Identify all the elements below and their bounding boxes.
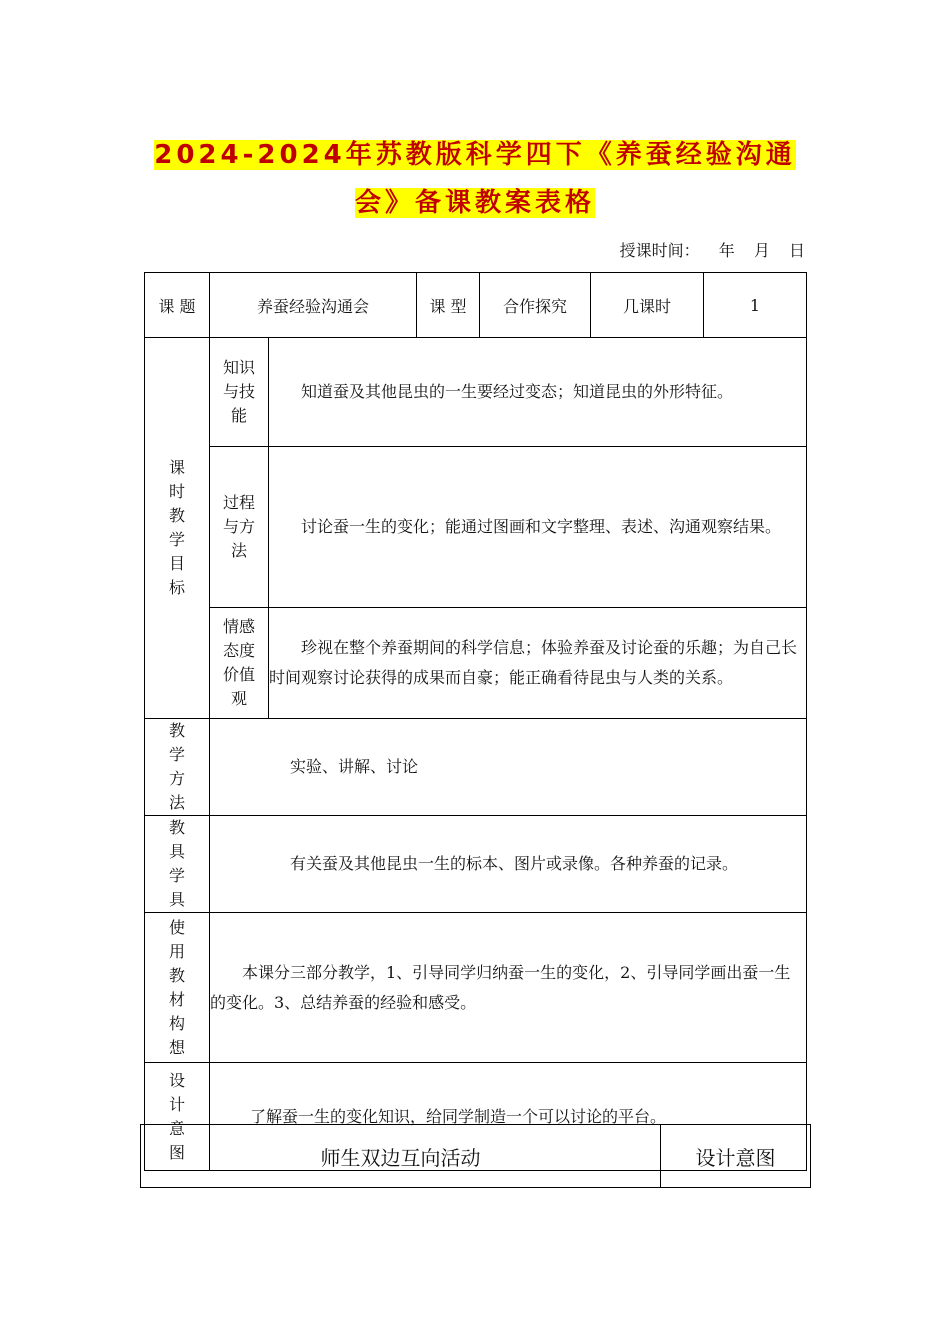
intent-text: 了解蚕一生的变化知识，给同学制造一个可以讨论的平台。 — [210, 1063, 807, 1171]
lesson-plan-table — [144, 272, 807, 1171]
table-row — [145, 338, 807, 447]
tools-label: 教具学具 — [145, 816, 210, 913]
method-label: 教学方法 — [145, 719, 210, 816]
lesson-time-label: 授课时间： — [619, 241, 700, 260]
lesson-time-year: 年 — [718, 241, 735, 260]
topic-label: 课 题 — [145, 273, 210, 338]
method-text: 实验、讲解、讨论 — [210, 719, 807, 816]
table-row — [145, 447, 807, 608]
periods-value: 1 — [704, 273, 807, 338]
table-row — [145, 608, 807, 719]
table-row — [141, 1125, 811, 1188]
lesson-time-day: 日 — [788, 241, 805, 260]
type-label: 课 型 — [417, 273, 480, 338]
intent-label: 设计意图 — [145, 1063, 210, 1171]
activity-intent-header: 设计意图 — [661, 1125, 811, 1188]
structure-text: 本课分三部分教学，1、引导同学归纳蚕一生的变化，2、引导同学画出蚕一生的变化。3、总结养蚕的经验和感受。 — [210, 913, 807, 1063]
table-row — [145, 816, 807, 913]
topic-value: 养蚕经验沟通会 — [210, 273, 417, 338]
document-title-line-2: 会》备课教案表格 — [354, 188, 595, 218]
document-title-line-1: 2024-2024年苏教版科学四下《养蚕经验沟通 — [154, 140, 796, 170]
objective-label: 过程与方法 — [210, 447, 269, 608]
table-row — [145, 719, 807, 816]
lesson-time-month: 月 — [753, 241, 770, 260]
objectives-label: 课时教学目标 — [145, 338, 210, 719]
objective-label: 情感态度价值观 — [210, 608, 269, 719]
lesson-time — [606, 238, 805, 261]
activity-header: 师生双边互向活动 — [141, 1125, 661, 1188]
structure-label: 使用教材构想 — [145, 913, 210, 1063]
objective-text: 讨论蚕一生的变化；能通过图画和文字整理、表述、沟通观察结果。 — [269, 447, 807, 608]
objective-text: 珍视在整个养蚕期间的科学信息；体验养蚕及讨论蚕的乐趣；为自己长时间观察讨论获得的成果而自豪；能正确看待昆虫与人类的关系。 — [269, 608, 807, 719]
type-value: 合作探究 — [480, 273, 591, 338]
tools-text: 有关蚕及其他昆虫一生的标本、图片或录像。各种养蚕的记录。 — [210, 816, 807, 913]
objective-text: 知道蚕及其他昆虫的一生要经过变态；知道昆虫的外形特征。 — [269, 338, 807, 447]
objective-label: 知识与技能 — [210, 338, 269, 447]
periods-label: 几课时 — [591, 273, 704, 338]
activity-table — [140, 1124, 811, 1188]
table-row — [145, 273, 807, 338]
table-row — [145, 913, 807, 1063]
